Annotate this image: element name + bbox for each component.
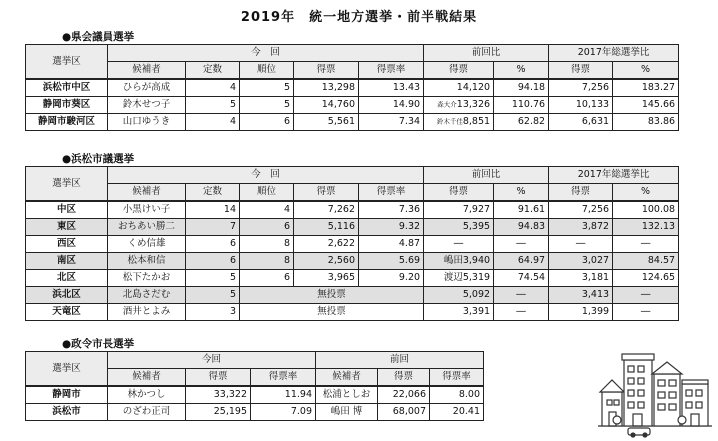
votes-cell: 33,322: [186, 386, 251, 404]
s2017-votes-cell: 6,631: [549, 114, 613, 131]
s2017-pct-cell: 84.57: [613, 253, 679, 270]
rate-cell: 13.43: [359, 79, 424, 97]
prev-candidate-note: 渡辺: [443, 272, 463, 284]
district-cell: 浜北区: [26, 287, 108, 304]
col-header: 候補者: [108, 369, 186, 387]
prev-pct-cell: ―: [494, 236, 549, 253]
votes-cell: 5,116: [294, 219, 359, 236]
candidate-cell: 小黒けい子: [108, 201, 186, 219]
col-header: 順位: [240, 62, 294, 80]
rate-cell: 5.69: [359, 253, 424, 270]
district-cell: 北区: [26, 270, 108, 287]
rate-cell: 4.87: [359, 236, 424, 253]
seats-cell: 5: [186, 97, 240, 114]
rank-cell: 6: [240, 270, 294, 287]
candidate-cell: 酒井とよみ: [108, 304, 186, 321]
district-cell: 浜松市: [26, 404, 108, 421]
table-header-row: [26, 167, 679, 184]
seats-cell: 5: [186, 287, 240, 304]
header-prev: 前回比: [424, 167, 549, 184]
s2017-votes-cell: ―: [549, 236, 613, 253]
s2017-pct-cell: 124.65: [613, 270, 679, 287]
header-prev: 前回比: [424, 45, 549, 62]
candidate-cell: 山口ゆうき: [108, 114, 186, 131]
votes-cell: 13,298: [294, 79, 359, 97]
hamamatsu-results-table: [25, 166, 679, 321]
s2017-pct-cell: ―: [613, 287, 679, 304]
col-header: 得票: [186, 369, 251, 387]
prev-pct-cell: 62.82: [494, 114, 549, 131]
prev-rate-cell: 20.41: [430, 404, 484, 421]
col-header: 得票率: [251, 369, 316, 387]
rate-cell: 9.20: [359, 270, 424, 287]
candidate-cell: 松下たかお: [108, 270, 186, 287]
col-header: 候補者: [108, 62, 186, 80]
rank-cell: 5: [240, 97, 294, 114]
s2017-votes-cell: 7,256: [549, 79, 613, 97]
pref-results-table: [25, 44, 679, 131]
rate-cell: 7.36: [359, 201, 424, 219]
rank-cell: 8: [240, 253, 294, 270]
candidate-cell: 北島さだむ: [108, 287, 186, 304]
district-cell: 西区: [26, 236, 108, 253]
candidate-cell: 鈴木せつ子: [108, 97, 186, 114]
votes-cell: 7,262: [294, 201, 359, 219]
prev-votes-value: 5,319: [462, 272, 491, 284]
s2017-votes-cell: 3,413: [549, 287, 613, 304]
votes-cell: 14,760: [294, 97, 359, 114]
col-header: 得票: [378, 369, 430, 387]
prev-candidate-cell: 嶋田 博: [316, 404, 378, 421]
s2017-pct-cell: 183.27: [613, 79, 679, 97]
table-row: [26, 270, 679, 287]
page-title: 2019年 統一地方選挙・前半戦結果: [240, 10, 478, 25]
prev-votes-value: ―: [453, 238, 464, 250]
district-cell: 静岡市駿河区: [26, 114, 108, 131]
votes-cell: 25,195: [186, 404, 251, 421]
rate-cell: 14.90: [359, 97, 424, 114]
section-title-pref: ●県会議員選挙: [62, 31, 135, 43]
candidate-cell: おちあい勝二: [108, 219, 186, 236]
prev-pct-cell: 91.61: [494, 201, 549, 219]
rank-cell: 8: [240, 236, 294, 253]
s2017-pct-cell: 145.66: [613, 97, 679, 114]
table-row: [26, 236, 679, 253]
rate-cell: 9.32: [359, 219, 424, 236]
prev-candidate-note: 鈴木千佳: [436, 117, 463, 126]
col-header: 得票: [294, 184, 359, 202]
s2017-pct-cell: 100.08: [613, 201, 679, 219]
district-cell: 静岡市: [26, 386, 108, 404]
prev-votes-cell: 68,007: [378, 404, 430, 421]
prev-votes-value: 7,927: [462, 204, 491, 216]
candidate-cell: のざわ正司: [108, 404, 186, 421]
table-row: [26, 219, 679, 236]
header-district: 選挙区: [26, 45, 108, 80]
header-2017: 2017年総選挙比: [549, 167, 679, 184]
prev-votes-value: 3,940: [462, 255, 491, 267]
prev-candidate-note: 森大介: [437, 100, 457, 109]
rank-cell: 4: [240, 201, 294, 219]
mayor-results-table: [25, 351, 484, 421]
col-header: 得票: [294, 62, 359, 80]
col-header: 得票率: [359, 184, 424, 202]
district-cell: 南区: [26, 253, 108, 270]
no-vote-cell: 無投票: [240, 287, 424, 304]
prev-votes-cell: 22,066: [378, 386, 430, 404]
rate-cell: 11.94: [251, 386, 316, 404]
col-header: 候補者: [108, 184, 186, 202]
table-row: [26, 253, 679, 270]
table-row: [26, 97, 679, 114]
rank-cell: 6: [240, 114, 294, 131]
col-header: 得票率: [430, 369, 484, 387]
prev-votes-cell: [424, 201, 494, 219]
prev-pct-cell: 94.18: [494, 79, 549, 97]
seats-cell: 7: [186, 219, 240, 236]
prev-votes-cell: [424, 79, 494, 97]
district-cell: 東区: [26, 219, 108, 236]
prev-votes-value: 8,851: [462, 116, 491, 128]
prev-pct-cell: 94.83: [494, 219, 549, 236]
no-vote-cell: 無投票: [240, 304, 424, 321]
prev-candidate-note: 嶋田: [443, 255, 463, 267]
table-row: [26, 201, 679, 219]
rate-cell: 7.09: [251, 404, 316, 421]
prev-votes-cell: [424, 236, 494, 253]
table-row: [26, 386, 484, 404]
section-title-mayor: ●政令市長選挙: [62, 338, 135, 350]
prev-pct-cell: 64.97: [494, 253, 549, 270]
prev-pct-cell: ―: [494, 287, 549, 304]
s2017-votes-cell: 7,256: [549, 201, 613, 219]
district-cell: 天竜区: [26, 304, 108, 321]
prev-votes-cell: [424, 97, 494, 114]
prev-pct-cell: ―: [494, 304, 549, 321]
section-title-hamamatsu: ●浜松市議選挙: [62, 153, 135, 165]
prev-votes-cell: 3,391: [424, 304, 494, 321]
col-header: 定数: [186, 62, 240, 80]
col-header: 得票率: [359, 62, 424, 80]
seats-cell: 4: [186, 114, 240, 131]
rank-cell: 6: [240, 219, 294, 236]
prev-votes-cell: [424, 270, 494, 287]
prev-pct-cell: 74.54: [494, 270, 549, 287]
s2017-pct-cell: ―: [613, 236, 679, 253]
col-header: 順位: [240, 184, 294, 202]
table-subheader-row: [26, 184, 679, 202]
votes-cell: 2,622: [294, 236, 359, 253]
prev-pct-cell: 110.76: [494, 97, 549, 114]
header-current: 今回: [108, 352, 316, 369]
header-prev: 前回: [316, 352, 484, 369]
s2017-votes-cell: 3,181: [549, 270, 613, 287]
table-header-row: [26, 352, 484, 369]
col-header: 候補者: [316, 369, 378, 387]
header-current: 今 回: [108, 45, 424, 62]
table-row: [26, 287, 679, 304]
prev-votes-cell: [424, 253, 494, 270]
prev-votes-cell: 5,092: [424, 287, 494, 304]
rate-cell: 7.34: [359, 114, 424, 131]
col-header: 得票: [549, 184, 613, 202]
city-buildings-icon: [596, 330, 714, 438]
district-cell: 浜松市中区: [26, 79, 108, 97]
col-header: %: [494, 184, 549, 202]
votes-cell: 5,561: [294, 114, 359, 131]
seats-cell: 6: [186, 253, 240, 270]
s2017-pct-cell: 132.13: [613, 219, 679, 236]
s2017-votes-cell: 3,872: [549, 219, 613, 236]
col-header: %: [613, 184, 679, 202]
votes-cell: 2,560: [294, 253, 359, 270]
prev-rate-cell: 8.00: [430, 386, 484, 404]
candidate-cell: 松本和信: [108, 253, 186, 270]
header-current: 今 回: [108, 167, 424, 184]
prev-candidate-cell: 松浦としお: [316, 386, 378, 404]
table-row: [26, 114, 679, 131]
s2017-pct-cell: 83.86: [613, 114, 679, 131]
prev-votes-value: 14,120: [456, 82, 491, 94]
table-header-row: [26, 45, 679, 62]
seats-cell: 14: [186, 201, 240, 219]
s2017-votes-cell: 10,133: [549, 97, 613, 114]
seats-cell: 3: [186, 304, 240, 321]
col-header: %: [494, 62, 549, 80]
col-header: 定数: [186, 184, 240, 202]
col-header: 得票: [549, 62, 613, 80]
seats-cell: 5: [186, 270, 240, 287]
header-district: 選挙区: [26, 352, 108, 387]
col-header: 得票: [424, 62, 494, 80]
table-row: [26, 79, 679, 97]
candidate-cell: くめ信雄: [108, 236, 186, 253]
table-subheader-row: [26, 62, 679, 80]
votes-cell: 3,965: [294, 270, 359, 287]
s2017-votes-cell: 3,027: [549, 253, 613, 270]
rank-cell: 5: [240, 79, 294, 97]
header-2017: 2017年総選挙比: [549, 45, 679, 62]
table-row: [26, 404, 484, 421]
s2017-votes-cell: 1,399: [549, 304, 613, 321]
header-district: 選挙区: [26, 167, 108, 202]
col-header: 得票: [424, 184, 494, 202]
candidate-cell: 林かつし: [108, 386, 186, 404]
seats-cell: 4: [186, 79, 240, 97]
prev-votes-cell: [424, 219, 494, 236]
seats-cell: 6: [186, 236, 240, 253]
prev-votes-value: 5,395: [462, 221, 491, 233]
col-header: %: [613, 62, 679, 80]
table-row: [26, 304, 679, 321]
prev-votes-value: 13,326: [456, 99, 491, 111]
district-cell: 静岡市葵区: [26, 97, 108, 114]
s2017-pct-cell: ―: [613, 304, 679, 321]
prev-votes-cell: [424, 114, 494, 131]
candidate-cell: ひらが高成: [108, 79, 186, 97]
district-cell: 中区: [26, 201, 108, 219]
